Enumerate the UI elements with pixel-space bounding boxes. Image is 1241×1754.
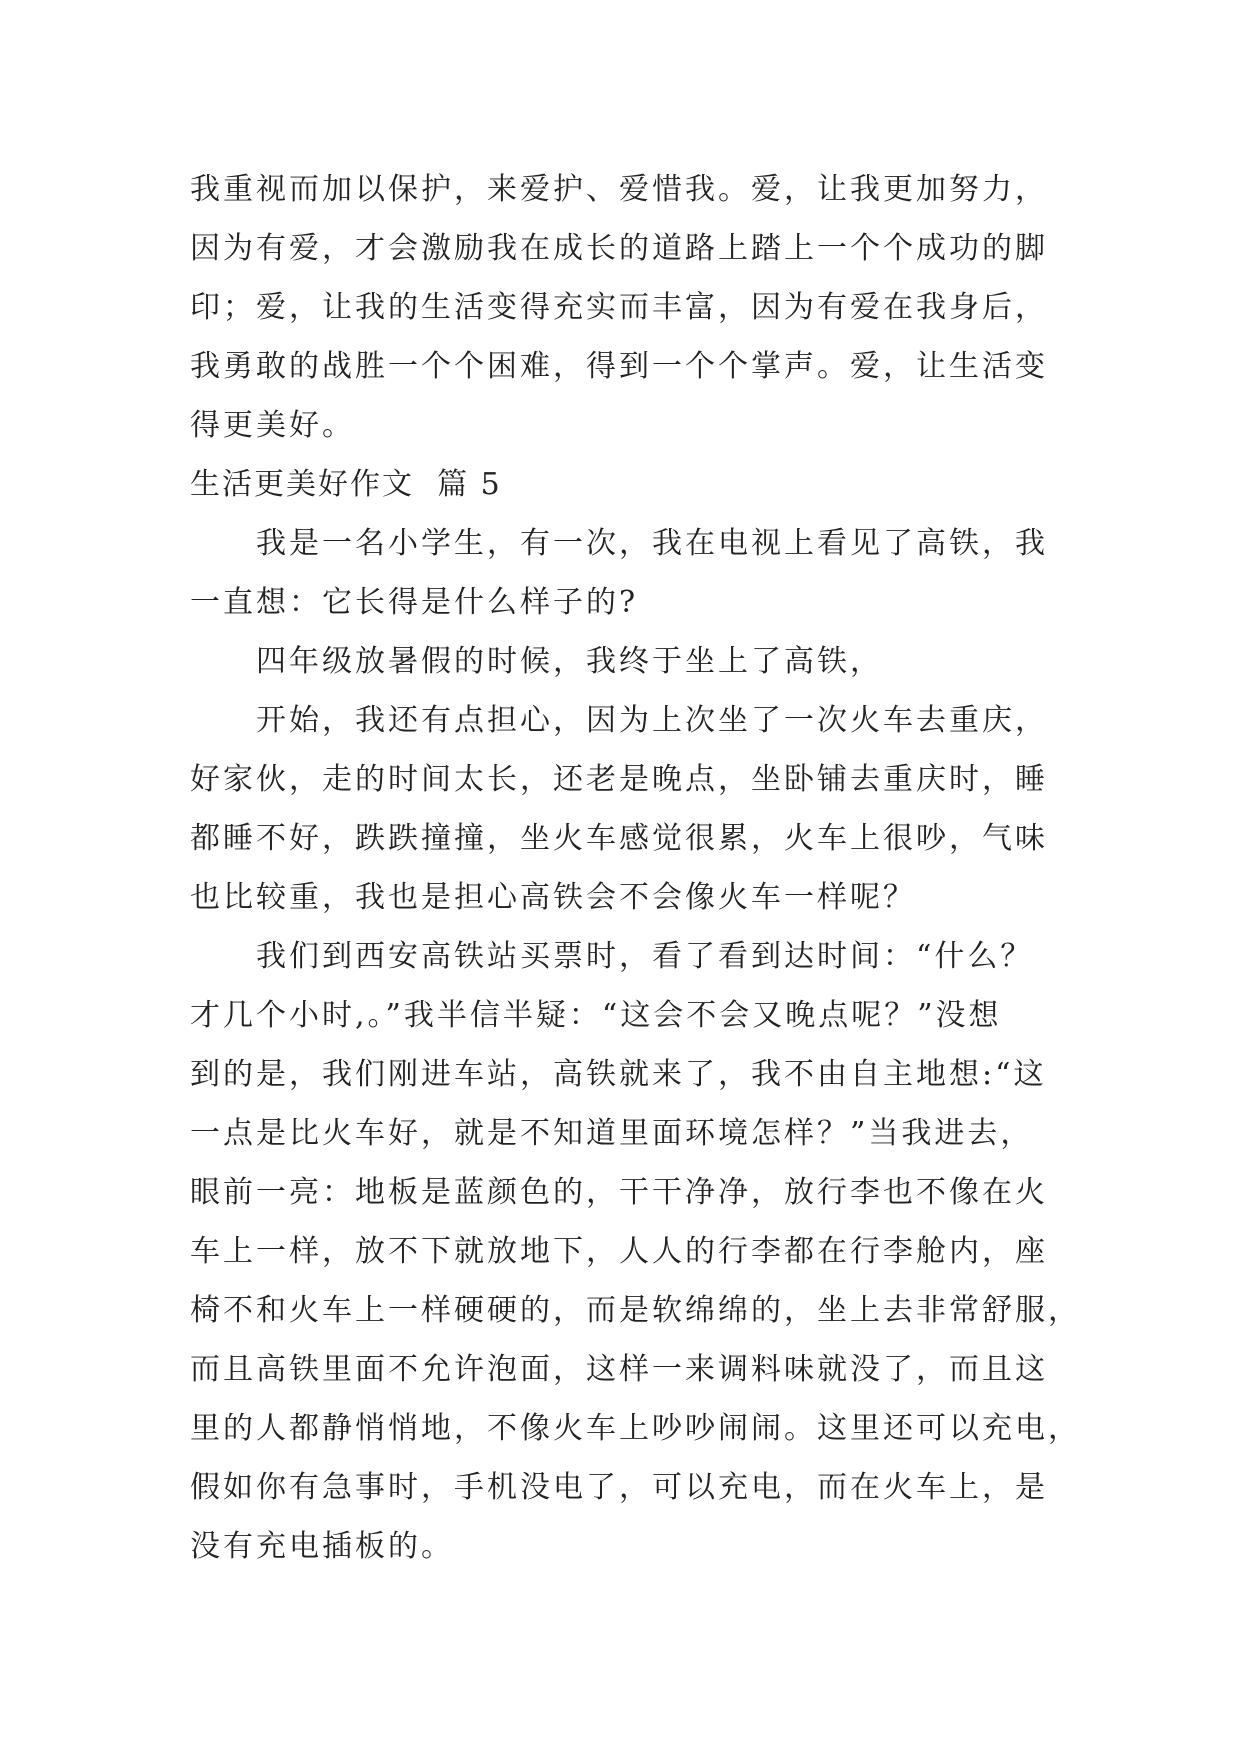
text-line: 也比较重，我也是担心高铁会不会像火车一样呢？ xyxy=(190,880,916,915)
paragraph-first-line: 四年级放暑假的时候，我终于坐上了高铁， xyxy=(256,644,883,679)
text-line: 而且高铁里面不允许泡面，这样一来调料味就没了，而且这 xyxy=(190,1352,1048,1387)
text-line: 一直想：它长得是什么样子的? xyxy=(190,585,639,620)
text-line: 我勇敢的战胜一个个困难，得到一个个掌声。爱，让生活变 xyxy=(190,349,1048,384)
document-body xyxy=(190,160,1081,1576)
text-line: 我重视而加以保护，来爱护、爱惜我。爱，让我更加努力， xyxy=(190,172,1048,207)
text-line: 好家伙，走的时间太长，还老是晚点，坐卧铺去重庆时，睡 xyxy=(190,762,1048,797)
paragraph-first-line: 我是一名小学生，有一次，我在电视上看见了高铁，我 xyxy=(256,526,1048,561)
text-line: 才几个小时,。”我半信半疑：“这会不会又晚点呢？”没想 xyxy=(190,998,1002,1033)
text-line: 没有充电插板的。 xyxy=(190,1529,454,1564)
text-line: 一点是比火车好，就是不知道里面环境怎样？”当我进去， xyxy=(190,1116,1034,1151)
paragraph-first-line: 我们到西安高铁站买票时，看了看到达时间：“什么？ xyxy=(256,939,1034,974)
text-line: 里的人都静悄悄地，不像火车上吵吵闹闹。这里还可以充电， xyxy=(190,1411,1081,1446)
text-line: 假如你有急事时，手机没电了，可以充电，而在火车上，是 xyxy=(190,1470,1048,1505)
text-line: 车上一样，放不下就放地下，人人的行李都在行李舱内，座 xyxy=(190,1234,1048,1269)
text-line: 得更美好。 xyxy=(190,408,355,443)
text-line: 眼前一亮：地板是蓝颜色的，干干净净，放行李也不像在火 xyxy=(190,1175,1048,1210)
text-line: 到的是，我们刚进车站，高铁就来了，我不由自主地想:“这 xyxy=(190,1057,1047,1092)
text-line: 因为有爱，才会激励我在成长的道路上踏上一个个成功的脚 xyxy=(190,231,1048,266)
text-line: 椅不和火车上一样硬硬的，而是软绵绵的，坐上去非常舒服， xyxy=(190,1293,1081,1328)
text-line: 印；爱，让我的生活变得充实而丰富，因为有爱在我身后， xyxy=(190,290,1048,325)
section-title: 生活更美好作文 篇 5 xyxy=(190,467,502,502)
text-line: 都睡不好，跌跌撞撞，坐火车感觉很累，火车上很吵，气味 xyxy=(190,821,1048,856)
paragraph-first-line: 开始，我还有点担心，因为上次坐了一次火车去重庆， xyxy=(256,703,1048,738)
